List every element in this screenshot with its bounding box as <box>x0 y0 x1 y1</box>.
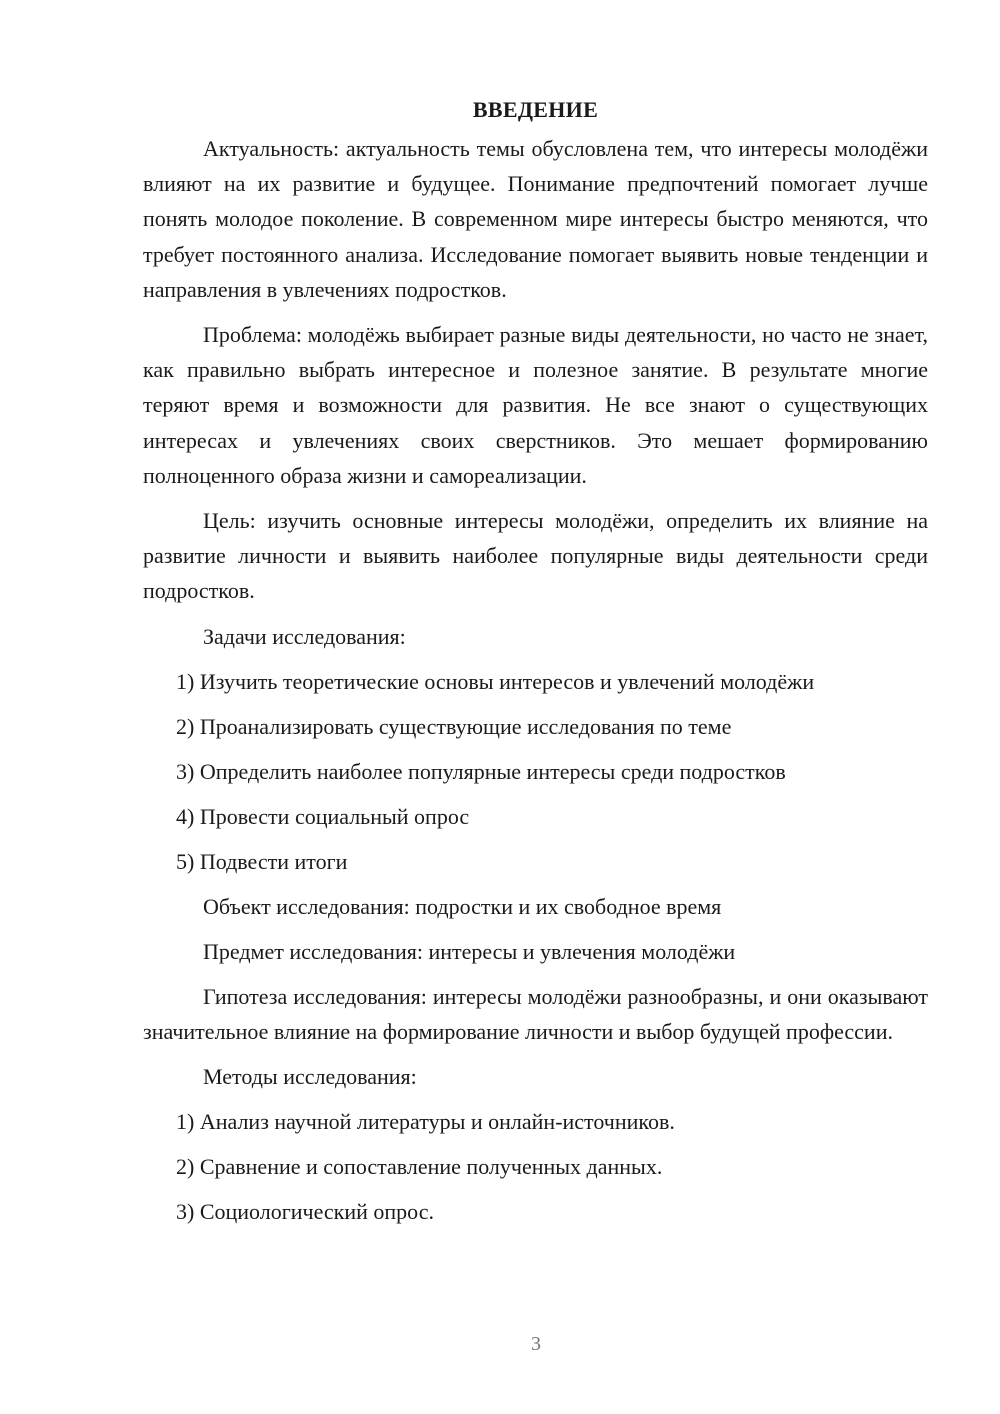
task-item: 4) Провести социальный опрос <box>176 803 470 829</box>
methods-heading: Методы исследования: <box>203 1064 417 1090</box>
problem-paragraph: Проблема: молодёжь выбирает разные виды деятельности, но часто не знает, как правильно выбрать интересное и полезное занятие. В результате многие теряют время и возможности для развития. Не все знают о существующих интересах и увлечениях своих сверстников. Это мешает формированию полноценного образа жизни и самореализации. <box>143 322 928 488</box>
tasks-list <box>143 664 928 879</box>
research-object: Объект исследования: подростки и их свободное время <box>203 893 722 919</box>
method-item: 1) Анализ научной литературы и онлайн-источников. <box>176 1109 675 1135</box>
relevance-paragraph: Актуальность: актуальность темы обусловлена тем, что интересы молодёжи влияют на их развитие и будущее. Понимание предпочтений помогает лучше понять молодое поколение. В современном мире интересы быстро меняются, что требует постоянного анализа. Исследование помогает выявить новые тенденции и направления в увлечениях подростков. <box>143 136 928 302</box>
task-item: 5) Подвести итоги <box>176 848 348 874</box>
method-item: 2) Сравнение и сопоставление полученных данных. <box>176 1154 663 1180</box>
hypothesis-paragraph: Гипотеза исследования: интересы молодёжи разнообразны, и они оказывают значительное влияние на формирование личности и выбор будущей профессии. <box>143 983 928 1044</box>
task-item: 2) Проанализировать существующие исследования по теме <box>176 713 732 739</box>
page-number: 3 <box>531 1333 541 1355</box>
document-title: ВВЕДЕНИЕ <box>472 97 599 122</box>
task-item: 3) Определить наиболее популярные интересы среди подростков <box>176 758 786 784</box>
goal-paragraph: Цель: изучить основные интересы молодёжи, определить их влияние на развитие личности и выявить наиболее популярные виды деятельности среди подростков. <box>143 508 928 604</box>
tasks-heading: Задачи исследования: <box>203 623 406 649</box>
document-page <box>143 92 928 1239</box>
methods-list <box>143 1104 928 1229</box>
research-subject: Предмет исследования: интересы и увлечения молодёжи <box>203 938 736 964</box>
task-item: 1) Изучить теоретические основы интересов и увлечений молодёжи <box>176 668 815 694</box>
method-item: 3) Социологический опрос. <box>176 1199 434 1225</box>
